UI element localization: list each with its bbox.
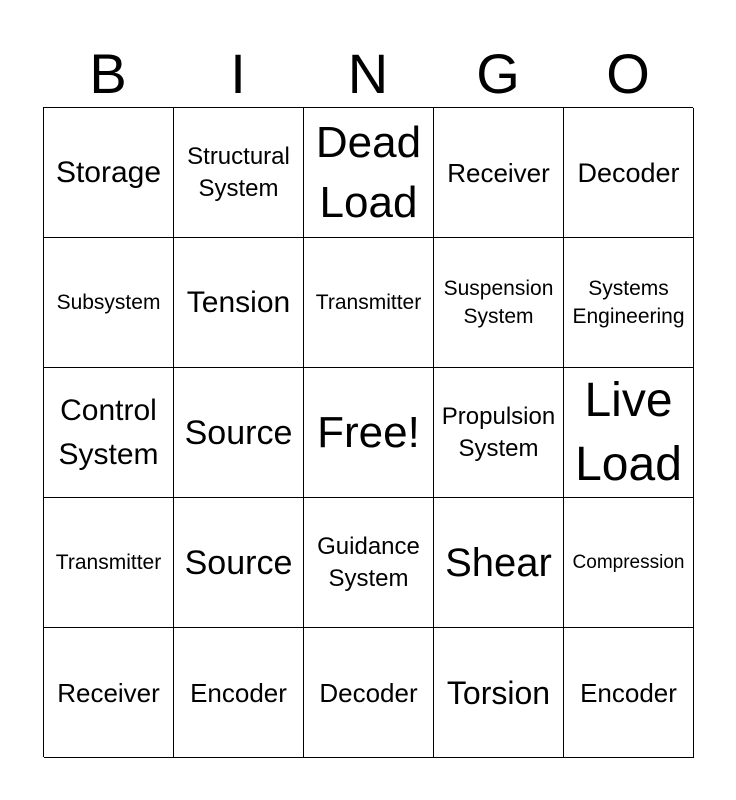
bingo-cell-label: Receiver [57,677,160,708]
bingo-header [43,44,693,104]
bingo-cell-label: Storage [55,155,162,189]
bingo-cell-label: Propulsion System [441,402,556,462]
bingo-cell-label: Transmitter [315,290,422,314]
bingo-cell[interactable] [304,368,434,498]
bingo-cell[interactable] [564,238,694,368]
bingo-cell-label: Systems Engineering [572,276,685,328]
bingo-cell[interactable] [304,498,434,628]
bingo-cell-label: Source [184,413,293,452]
bingo-cell[interactable] [434,238,564,368]
bingo-cell-label: Shear [445,540,552,585]
bingo-cell[interactable] [564,108,694,238]
bingo-cell[interactable] [434,368,564,498]
bingo-cell-label: Transmitter [55,550,162,574]
bingo-cell[interactable] [434,628,564,758]
bingo-cell-label: Source [184,543,293,582]
bingo-cell-label: Live Load [575,373,682,491]
header-letter-o: O [606,42,650,105]
bingo-cell[interactable] [174,108,304,238]
bingo-cell-label: Decoder [319,677,418,708]
bingo-cell-label: Dead Load [315,117,422,227]
bingo-cell[interactable] [44,498,174,628]
bingo-cell-label: Suspension System [443,276,554,328]
bingo-cell-label: Encoder [190,677,287,708]
bingo-cell-label: Compression [572,551,685,573]
bingo-cell[interactable] [44,368,174,498]
header-letter-g: G [476,42,520,105]
bingo-cell[interactable] [304,238,434,368]
bingo-cell[interactable] [174,238,304,368]
bingo-cell-label: Encoder [580,677,677,708]
bingo-cell[interactable] [44,238,174,368]
bingo-cell-label: Free! [317,407,420,457]
bingo-cell[interactable] [564,628,694,758]
bingo-cell[interactable] [434,498,564,628]
header-letter-i: I [230,42,246,105]
bingo-cell-label: Receiver [447,157,550,188]
bingo-cell[interactable] [44,628,174,758]
bingo-cell[interactable] [564,498,694,628]
bingo-cell[interactable] [174,368,304,498]
bingo-cell[interactable] [434,108,564,238]
bingo-cell[interactable] [304,108,434,238]
bingo-cell[interactable] [174,628,304,758]
header-letter-b: B [89,42,127,105]
header-letter-n: N [347,42,389,105]
bingo-cell[interactable] [304,628,434,758]
bingo-cell-label: Guidance System [317,532,420,592]
bingo-cell[interactable] [44,108,174,238]
bingo-cell-label: Tension [186,285,291,319]
bingo-cell-label: Torsion [446,674,551,711]
bingo-board [43,107,693,757]
bingo-cell-label: Decoder [577,157,680,188]
bingo-cell[interactable] [174,498,304,628]
bingo-cell[interactable] [564,368,694,498]
bingo-cell-label: Structural System [187,142,290,202]
bingo-cell-label: Subsystem [56,290,161,314]
bingo-cell-label: Control System [58,393,159,471]
